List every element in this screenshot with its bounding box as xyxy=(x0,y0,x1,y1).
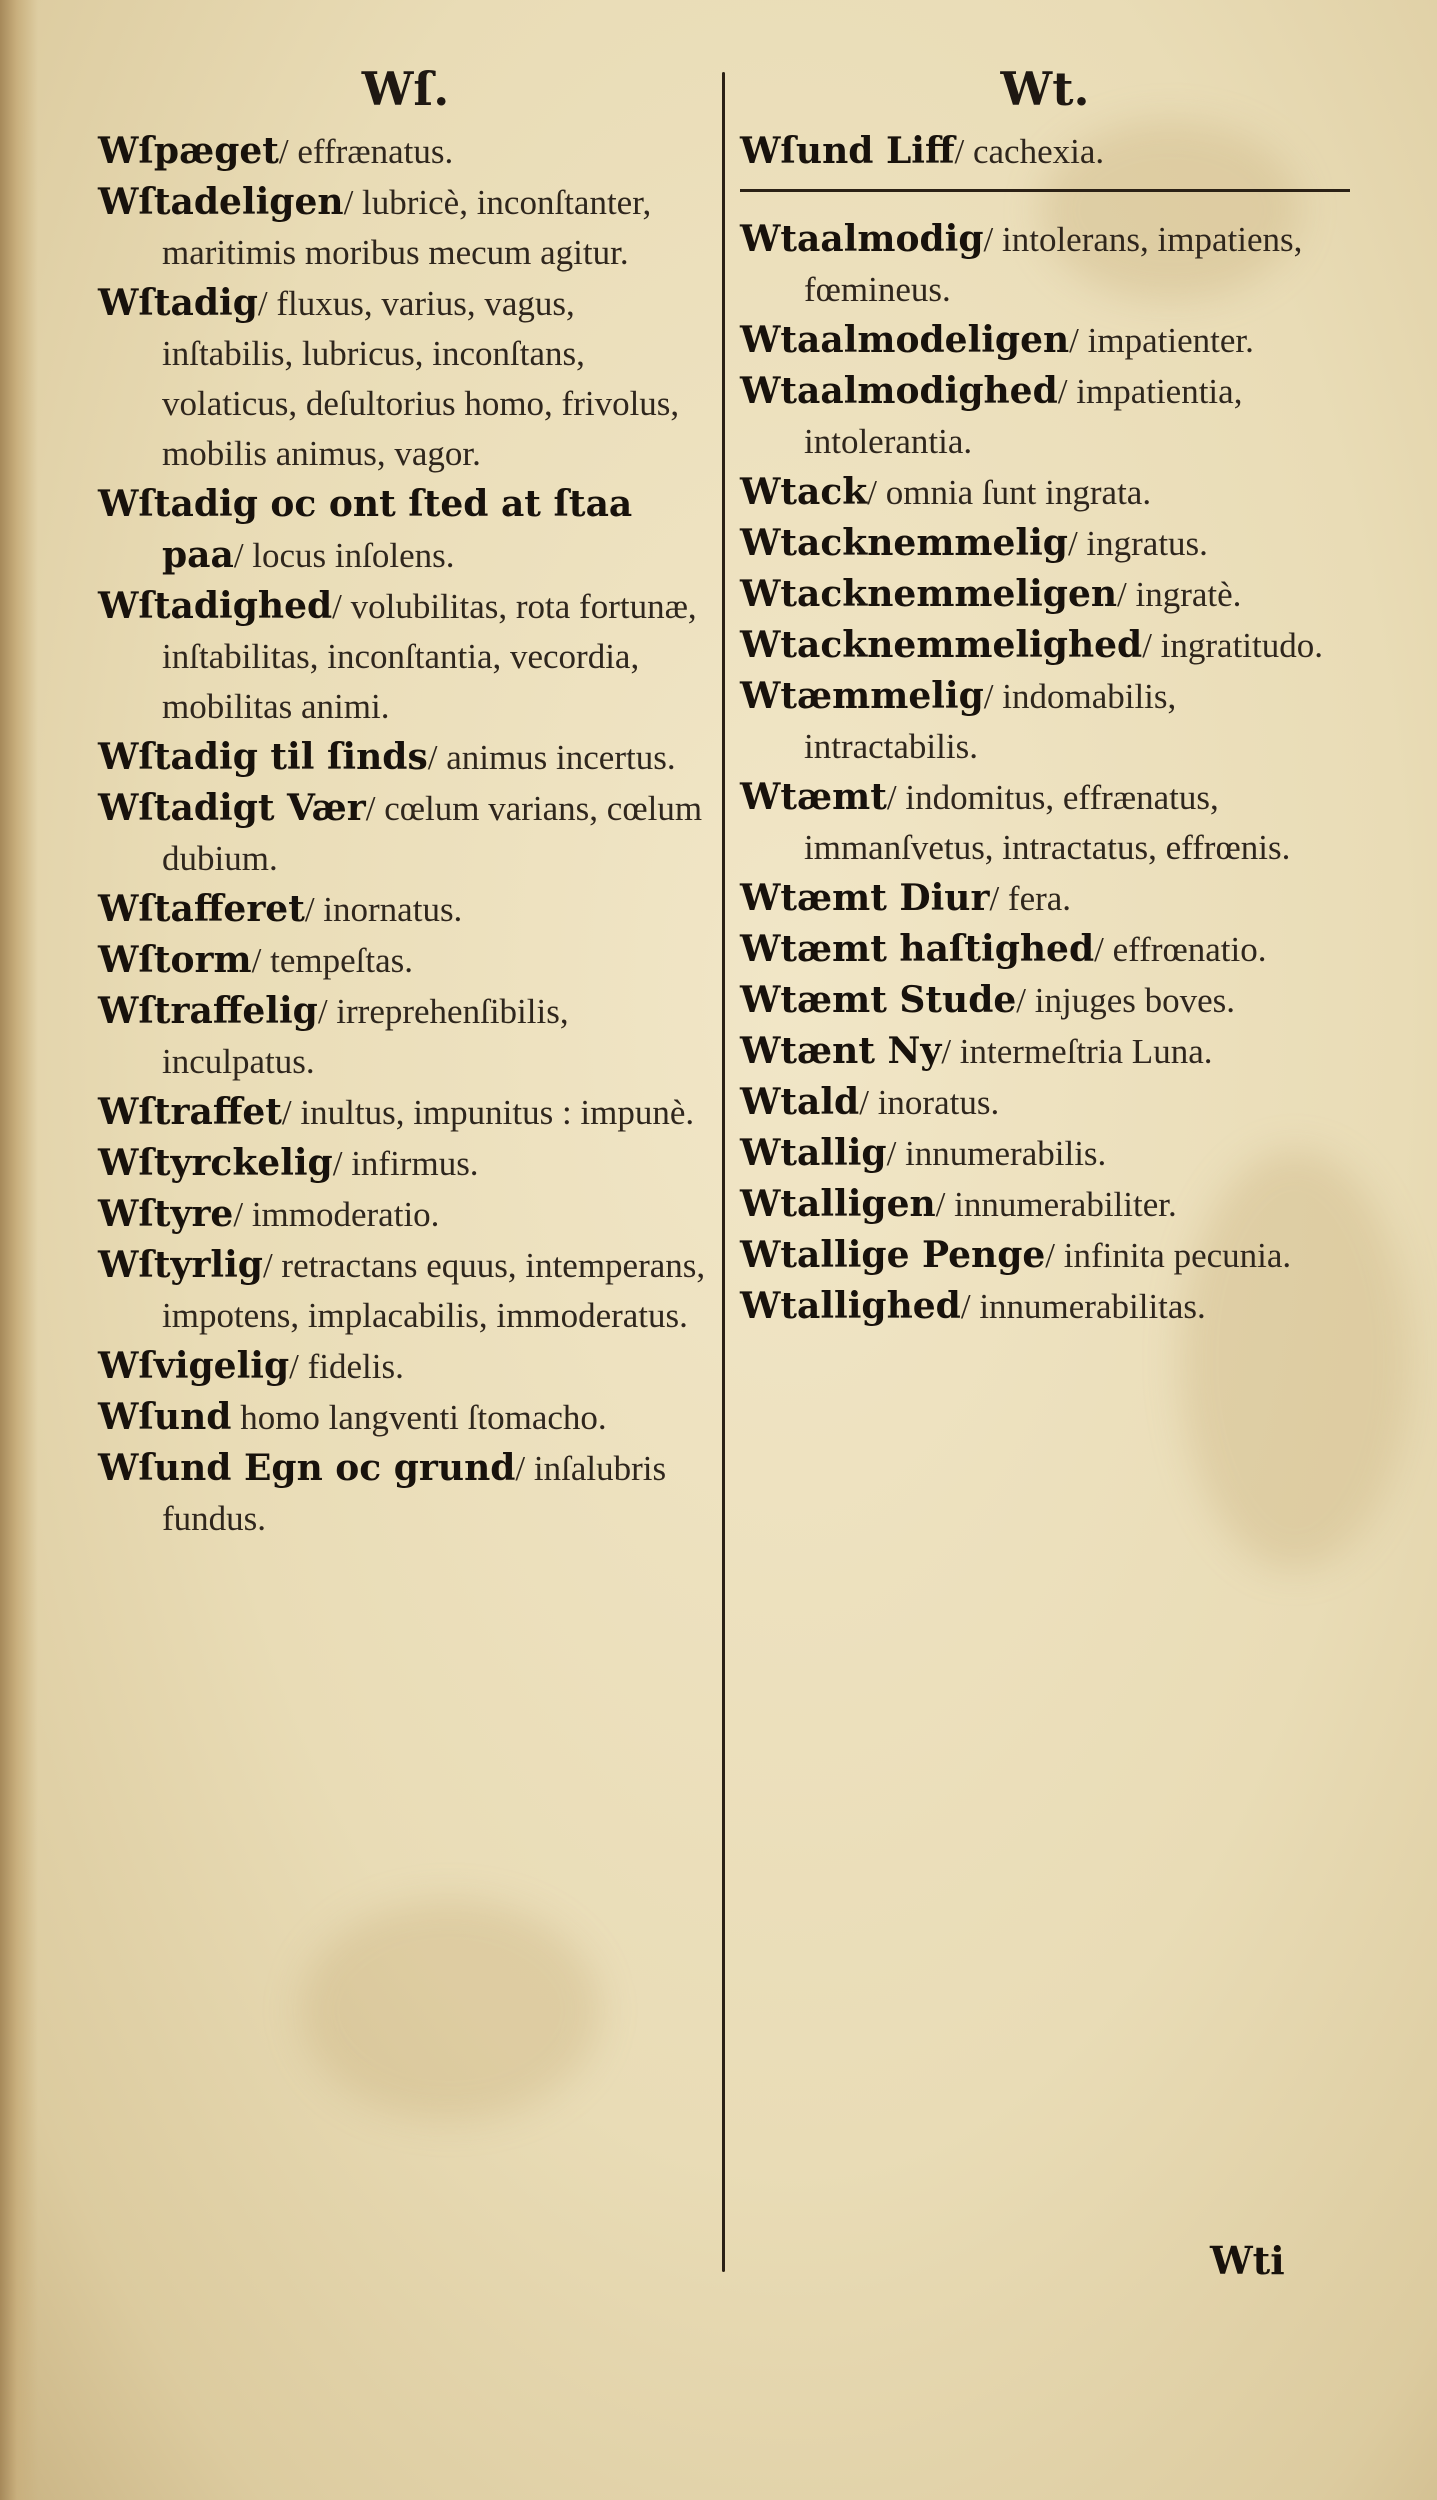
entry-headword: Wtallighed xyxy=(740,1285,961,1327)
entry-gloss: / irreprehenſibilis, inculpatus. xyxy=(162,992,569,1081)
dictionary-entry xyxy=(740,1077,1350,1128)
entry-gloss: / inoratus. xyxy=(859,1083,1000,1122)
entry-headword: Wſtyrlig xyxy=(98,1244,263,1286)
dictionary-entry xyxy=(98,884,713,935)
entry-headword: Wſtraffet xyxy=(98,1091,282,1133)
entry-gloss: / ingratitudo. xyxy=(1142,626,1323,665)
entry-headword: Wtænt Ny xyxy=(740,1030,942,1072)
entry-gloss: / impatienter. xyxy=(1069,321,1254,360)
entry-headword: Wſund xyxy=(98,1396,232,1438)
dictionary-entry xyxy=(740,214,1350,315)
entry-gloss: / innumerabiliter. xyxy=(935,1185,1177,1224)
entry-headword: Wſtadighed xyxy=(98,585,333,627)
dictionary-entry xyxy=(740,467,1350,518)
dictionary-entry xyxy=(740,873,1350,924)
dictionary-entry xyxy=(98,1341,713,1392)
entry-headword: Wtald xyxy=(740,1081,860,1123)
entry-gloss: / intermeſtria Luna. xyxy=(941,1032,1213,1071)
paper-stain xyxy=(300,1900,600,2120)
dictionary-entry xyxy=(98,935,713,986)
entry-gloss: / inſalubris fundus. xyxy=(162,1449,667,1538)
dictionary-entry xyxy=(98,278,713,479)
entry-gloss: / intolerans, impatiens, fœmineus. xyxy=(804,220,1303,309)
dictionary-entry xyxy=(740,671,1350,772)
dictionary-entry xyxy=(740,620,1350,671)
entry-gloss: / omnia ſunt ingrata. xyxy=(867,473,1152,512)
right-column xyxy=(740,58,1350,1332)
entry-gloss: / fluxus, varius, vagus, inſtabilis, lubricus, inconſtans, volaticus, deſultorius homo, frivolus, mobilis animus, vagor. xyxy=(162,284,680,473)
entry-headword: Wtallige Penge xyxy=(740,1234,1046,1276)
entry-gloss: / lubricè, inconſtanter, maritimis moribus mecum agitur. xyxy=(162,183,652,272)
dictionary-entry xyxy=(740,366,1350,467)
dictionary-entry xyxy=(98,1138,713,1189)
dictionary-entry xyxy=(98,1443,713,1544)
entry-headword: Wtæmt Stude xyxy=(740,979,1017,1021)
page-gutter-shadow xyxy=(0,0,38,2500)
entry-headword: Wtæmt xyxy=(740,776,887,818)
entry-gloss: / injuges boves. xyxy=(1016,981,1236,1020)
dictionary-entry xyxy=(740,1281,1350,1332)
entry-headword: Wtalligen xyxy=(740,1183,936,1225)
entry-headword: Wtack xyxy=(740,471,868,513)
dictionary-entry xyxy=(98,581,713,732)
dictionary-entry xyxy=(740,569,1350,620)
dictionary-entry xyxy=(740,1230,1350,1281)
entry-gloss: / cachexia. xyxy=(954,132,1105,171)
entry-gloss: / indomitus, effrænatus, immanſvetus, intractatus, effrœnis. xyxy=(804,778,1291,867)
entry-gloss: / ingratus. xyxy=(1067,524,1208,563)
entry-gloss: / volubilitas, rota fortunæ, inſtabilitas, inconſtantia, vecordia, mobilitas animi. xyxy=(162,587,697,726)
entry-gloss: / ingratè. xyxy=(1117,575,1242,614)
entry-gloss: / infinita pecunia. xyxy=(1045,1236,1292,1275)
entry-gloss: / infirmus. xyxy=(332,1144,479,1183)
dictionary-entry xyxy=(740,772,1350,873)
entry-headword: Wtaalmodighed xyxy=(740,370,1058,412)
dictionary-entry xyxy=(98,1240,713,1341)
entry-headword: Wtallig xyxy=(740,1132,887,1174)
dictionary-entry xyxy=(740,975,1350,1026)
entry-headword: Wſtadeligen xyxy=(98,181,344,223)
entry-list xyxy=(740,214,1350,1332)
entry-headword: Wſtafferet xyxy=(98,888,305,930)
entry-headword: Wſtyrckelig xyxy=(98,1142,333,1184)
entry-headword: Wſund Liff xyxy=(740,130,955,172)
entry-gloss: / retractans equus, intemperans, impotens, implacabilis, immoderatus. xyxy=(162,1246,706,1335)
dictionary-entry xyxy=(98,732,713,783)
entry-headword: Wtaalmodig xyxy=(740,218,984,260)
entry-gloss: / immoderatio. xyxy=(233,1195,440,1234)
entry-gloss: / indomabilis, intractabilis. xyxy=(804,677,1177,766)
dictionary-entry xyxy=(740,1128,1350,1179)
left-column xyxy=(98,58,713,1544)
dictionary-entry xyxy=(98,479,713,581)
entry-gloss: homo langventi ſtomacho. xyxy=(231,1398,607,1437)
section-rule xyxy=(740,189,1350,192)
dictionary-entry xyxy=(98,1392,713,1443)
column-divider xyxy=(722,72,725,2272)
column-header: Wt. xyxy=(1000,62,1090,116)
entry-gloss: / fera. xyxy=(989,879,1072,918)
entry-headword: Wſvigelig xyxy=(98,1345,290,1387)
entry-headword: Wſtadigt Vær xyxy=(98,787,366,829)
entry-headword: Wſund Egn oc grund xyxy=(98,1447,516,1489)
entry-headword: Wſpæget xyxy=(98,130,279,172)
entry-gloss: / effrænatus. xyxy=(278,132,454,171)
entry-headword: Wtacknemmeligen xyxy=(740,573,1118,615)
entry-headword: Wſtadig xyxy=(98,282,258,324)
entry-headword: Wtacknemmelig xyxy=(740,522,1068,564)
dictionary-entry xyxy=(98,126,713,177)
entry-gloss: / inultus, impunitus : impunè. xyxy=(281,1093,695,1132)
entry-gloss: / fidelis. xyxy=(289,1347,404,1386)
dictionary-entry xyxy=(740,126,1350,177)
entry-headword: Wſtyre xyxy=(98,1193,234,1235)
entry-headword: Wſtorm xyxy=(98,939,252,981)
catchword: Wti xyxy=(1210,2238,1285,2283)
entry-gloss: / impatientia, intolerantia. xyxy=(804,372,1243,461)
dictionary-entry xyxy=(740,518,1350,569)
dictionary-entry xyxy=(740,1026,1350,1077)
entry-headword: Wtæmt Diur xyxy=(740,877,990,919)
entry-gloss: / locus inſolens. xyxy=(233,536,455,575)
entry-gloss: / innumerabilitas. xyxy=(960,1287,1206,1326)
entry-headword: Wſtadig oc ont ſted at ſtaa paa xyxy=(98,483,633,576)
entry-list xyxy=(98,126,713,1544)
dictionary-entry xyxy=(740,315,1350,366)
dictionary-entry xyxy=(98,1189,713,1240)
column-header: Wſ. xyxy=(361,62,450,116)
entry-gloss: / effrœnatio. xyxy=(1094,930,1267,969)
entry-headword: Wſtadig til ſinds xyxy=(98,736,428,778)
entry-headword: Wſtraffelig xyxy=(98,990,318,1032)
dictionary-entry xyxy=(740,1179,1350,1230)
entry-headword: Wtacknemmelighed xyxy=(740,624,1143,666)
entry-gloss: / innumerabilis. xyxy=(886,1134,1107,1173)
dictionary-entry xyxy=(98,1087,713,1138)
entry-gloss: / animus incertus. xyxy=(427,738,676,777)
dictionary-entry xyxy=(98,986,713,1087)
entry-headword: Wtæmt haſtighed xyxy=(740,928,1095,970)
entry-headword: Wtæmmelig xyxy=(740,675,984,717)
entry-gloss: / inornatus. xyxy=(304,890,463,929)
entry-headword: Wtaalmodeligen xyxy=(740,319,1070,361)
dictionary-entry xyxy=(98,177,713,278)
dictionary-entry xyxy=(98,783,713,884)
entry-gloss: / cœlum varians, cœlum dubium. xyxy=(162,789,703,878)
entry-gloss: / tempeſtas. xyxy=(251,941,413,980)
dictionary-entry xyxy=(740,924,1350,975)
